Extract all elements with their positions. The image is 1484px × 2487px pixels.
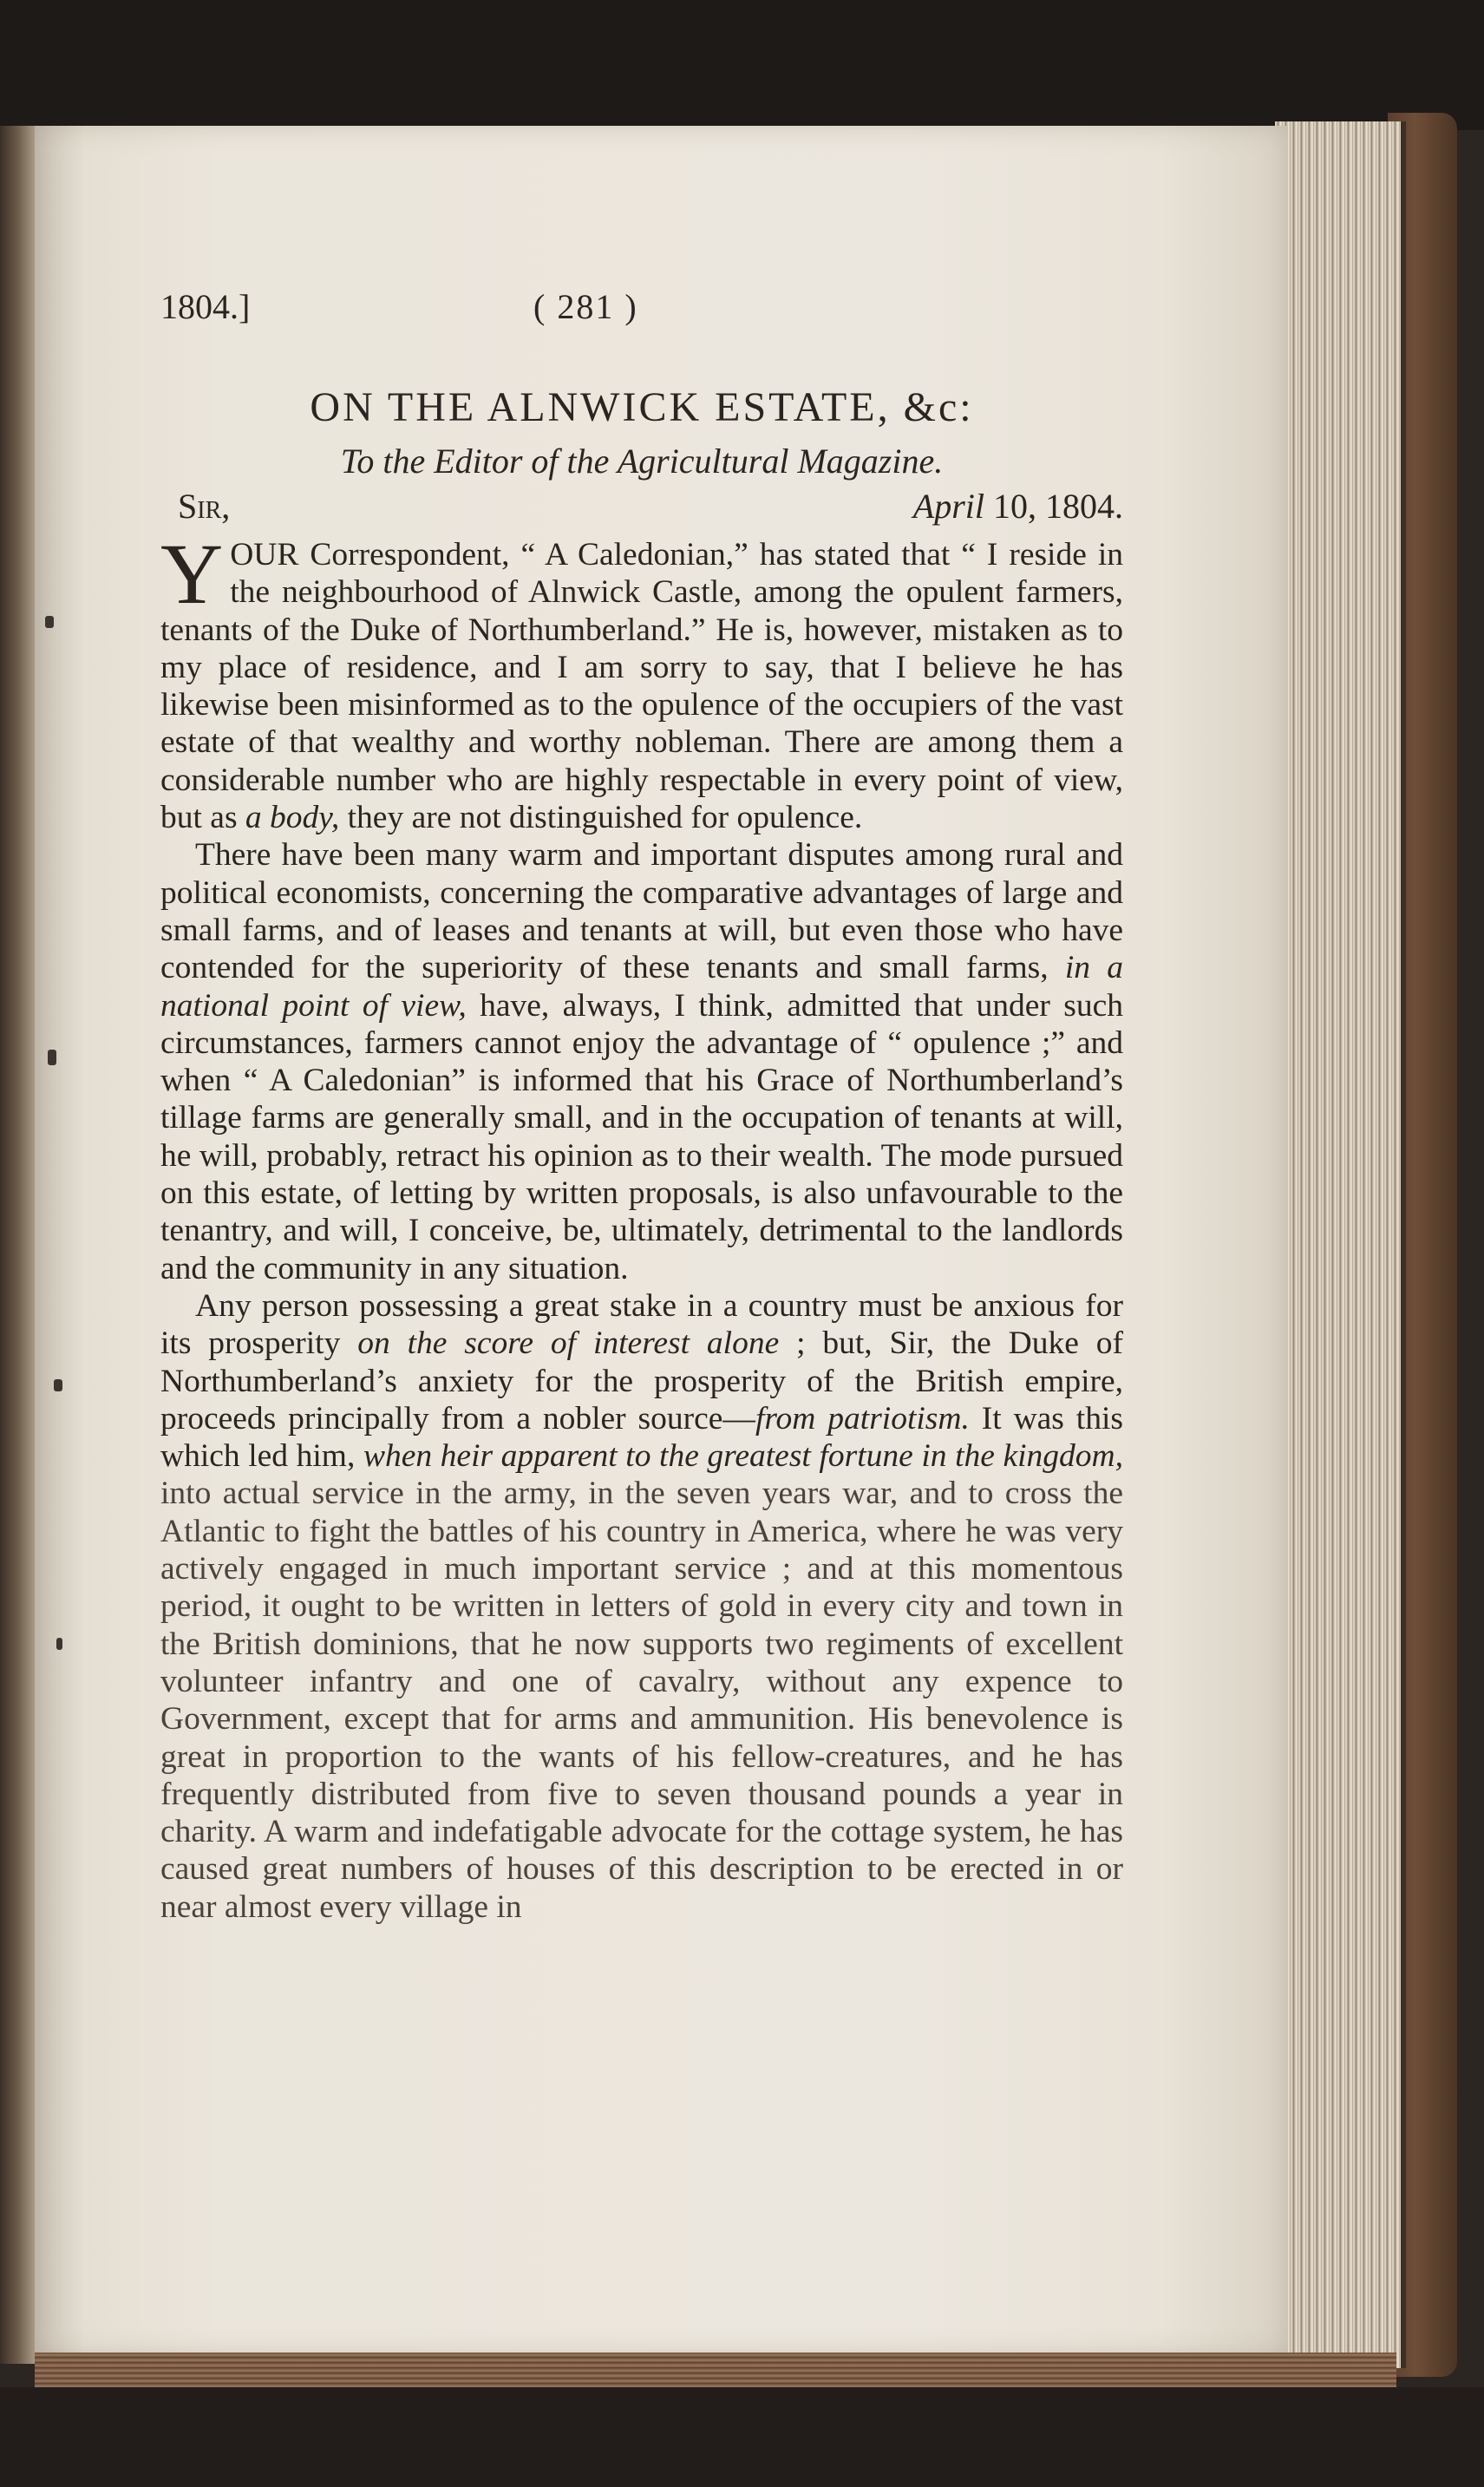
page-number: ( 281 ) <box>533 287 638 326</box>
margin-mark <box>54 1379 62 1391</box>
paragraph-1-italic: a body, <box>245 800 340 836</box>
paragraph-3-text: Any person possessing a great stake in a country must be anxious for its prosperity <box>160 1287 1123 1362</box>
paragraph-2-text: There have been many warm and important disputes among rural and political economists, concerning the comparative advantages of large and small farms, and of leases and tenants at will, but even those who have contended for the superiority of these tenants and small farms, <box>160 837 1123 986</box>
margin-mark <box>45 616 54 628</box>
top-background <box>0 0 1484 130</box>
salutation-row <box>160 484 1123 529</box>
date-day-year: 10, 1804. <box>993 487 1123 526</box>
bottom-page-edges <box>35 2353 1396 2387</box>
drop-cap: Y <box>160 526 224 622</box>
running-head-year: 1804.] <box>160 287 251 326</box>
paragraph-3 <box>160 1287 1123 1926</box>
paragraph-2-end: have, always, I think, admitted that under such circumstances, farmers cannot enjoy the advantage of “ opulence ;” and when “ A Caledonian” is informed that his Grace of Northumberland’s tillage farms are generally small, and in the occupation of tenants at will, he will, probably, retract his opinion as to their wealth. The mode pursued on this estate, of letting by written proposals, is also unfavourable to the tenantry, and will, I conceive, be, ultimately, detrimental to the landlords and the community in any situation. <box>160 987 1123 1286</box>
paragraph-3-italic-3: when heir apparent to the greatest fortune in the kingdom, <box>363 1438 1124 1475</box>
bottom-background <box>0 2387 1484 2487</box>
letter-date <box>913 484 1123 529</box>
page-content <box>160 286 1123 1926</box>
article-title: ON THE ALNWICK ESTATE, &c: <box>310 384 974 430</box>
paragraph-3-mid-1: ; but, Sir, the Duke of Northumberland’s anxiety for the prosperity of the British empire, proceeds principally from a nobler source— <box>160 1325 1123 1437</box>
salutation: Sir, <box>178 487 231 526</box>
paragraph-3-italic-2: from patriotism. <box>755 1400 970 1437</box>
paragraph-3-end: into actual service in the army, in the seven years war, and to cross the Atlantic to fight the battles of his country in America, where he was very actively engaged in much important service ; and at this momentous period, it ought to be written in letters of gold in every city and town in the British dominions, that he now supports two regiments of excellent volunteer infantry and one of cavalry, without any expence to Government, except that for arms and ammunition. His benevolence is great in proportion to the wants of his fellow-creatures, and he has frequently distributed from five to seven thousand pounds a year in charity. A warm and indefatigable advocate for the cottage system, he has caused great numbers of houses of this description to be erected in or near almost every village in <box>160 1476 1123 1925</box>
paragraph-3-mid-2: It was this which led him, <box>160 1400 1123 1475</box>
running-head <box>160 286 1123 338</box>
paragraph-1-end: they are not distinguished for opulence. <box>339 800 863 836</box>
date-month: April <box>912 487 984 526</box>
paragraph-1-text: OUR Correspondent, “ A Caledonian,” has stated that “ I reside in the neighbourhood of Alnwick Castle, among the opulent farmers, tenants of the Duke of Northumberland.” He is, however, mistaken as to my place of residence, and I am sorry to say, that I believe he has likewise been misinformed as to the opulence of the occupiers of the vast estate of that wealthy and worthy nobleman. There are among them a considerable number who are highly respectable in every point of view, but as <box>160 537 1123 836</box>
margin-mark <box>56 1638 62 1650</box>
paragraph-2 <box>160 836 1123 1287</box>
paragraph-1 <box>160 526 1123 836</box>
article-subtitle: To the Editor of the Agricultural Magazine. <box>340 442 944 481</box>
page-edges <box>1275 121 1406 2368</box>
margin-mark <box>48 1050 56 1065</box>
paragraph-2-italic: in a national point of view, <box>160 950 1124 1024</box>
paragraph-3-italic-1: on the score of interest alone <box>357 1325 780 1362</box>
